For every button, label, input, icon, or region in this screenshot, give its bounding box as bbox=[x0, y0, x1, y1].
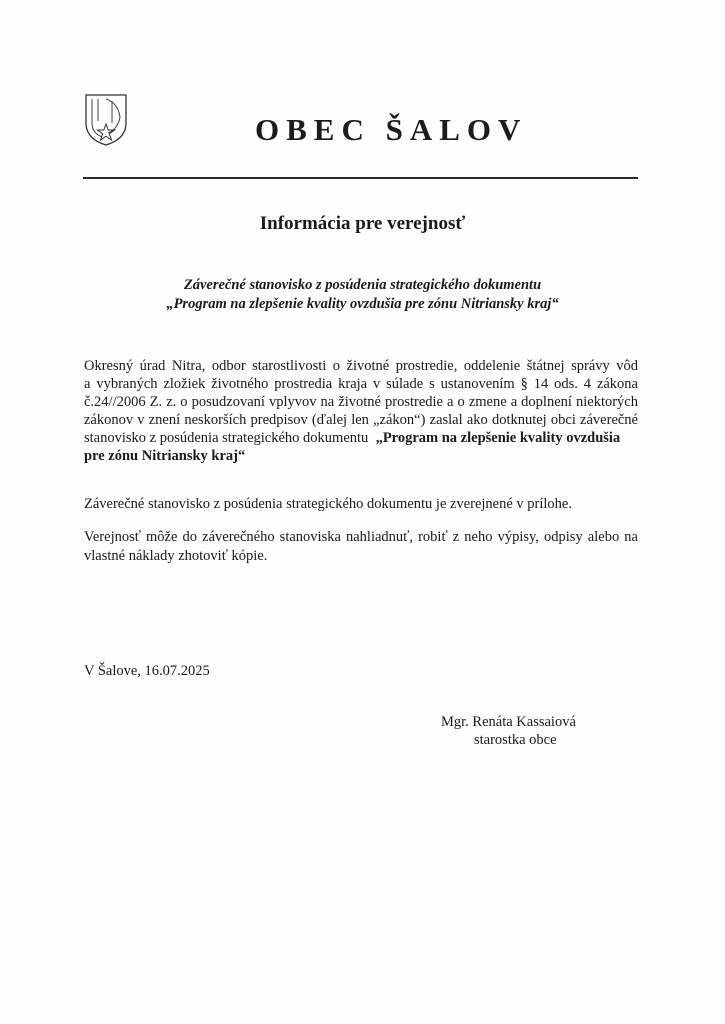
municipality-name: OBEC ŠALOV bbox=[255, 112, 528, 147]
subject-line-2: „Program na zlepšenie kvality ovzdušia pre zónu Nitriansky kraj“ bbox=[166, 296, 559, 312]
paragraph-1-line-5 bbox=[84, 430, 620, 447]
document-title-bold-part-2: pre zónu Nitriansky kraj“ bbox=[84, 448, 246, 464]
header-divider bbox=[83, 177, 638, 179]
paragraph-2: Záverečné stanovisko z posúdenia strategického dokumentu je zverejnené v prílohe. bbox=[84, 496, 572, 512]
paragraph-3-line-2: vlastné náklady zhotoviť kópie. bbox=[84, 548, 268, 564]
subject-line-1: Záverečné stanovisko z posúdenia strategického dokumentu bbox=[183, 277, 542, 293]
paragraph-3-line-1: Verejnosť môže do záverečného stanoviska nahliadnuť, robiť z neho výpisy, odpisy alebo na bbox=[84, 529, 638, 545]
signatory-name: Mgr. Renáta Kassaiová bbox=[441, 714, 576, 730]
paragraph-1-line-1: Okresný úrad Nitra, odbor starostlivosti o životné prostredie, oddelenie štátnej správy vôd bbox=[84, 358, 638, 374]
paragraph-1-line-4: zákonov v znení neskorších predpisov (ďalej len „zákon“) zaslal ako dotknutej obci záverečné bbox=[84, 412, 638, 428]
paragraph-1-line-3: č.24//2006 Z. z. o posudzovaní vplyvov na životné prostredie a o zmene a doplnení niektorých bbox=[84, 394, 638, 410]
scan-artifact-dots bbox=[0, 790, 725, 791]
paragraph-1-line-6 bbox=[84, 448, 245, 465]
signatory-role: starostka obce bbox=[474, 732, 557, 748]
notice-title: Informácia pre verejnosť bbox=[259, 213, 466, 234]
paragraph-1-line-5-text: stanovisko z posúdenia strategického dokumentu bbox=[84, 430, 369, 446]
document-title-bold-part-1: „Program na zlepšenie kvality ovzdušia bbox=[375, 430, 621, 446]
paragraph-1-line-2: a vybraných zložiek životného prostredia kraja v súlade s ustanovením § 14 ods. 4 zákona bbox=[84, 376, 638, 392]
coat-of-arms-icon bbox=[84, 93, 128, 147]
place-and-date: V Šalove, 16.07.2025 bbox=[84, 663, 210, 679]
